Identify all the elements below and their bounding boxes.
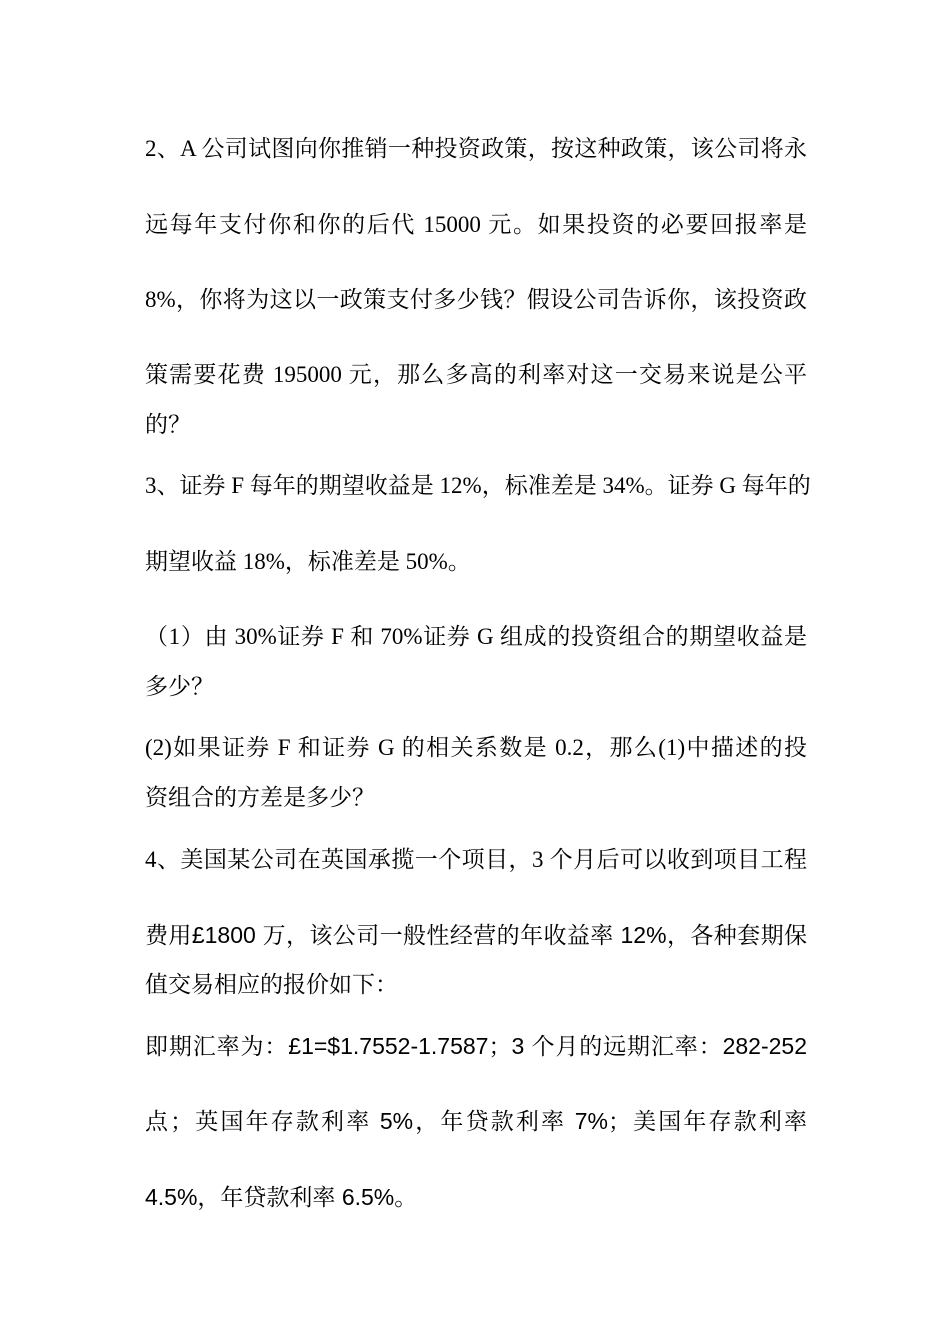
question-2-line-2: 远每年支付你和你的后代 15000 元。如果投资的必要回报率是	[145, 212, 807, 237]
question-4-line-1: 4、美国某公司在英国承揽一个项目，3 个月后可以收到项目工程	[145, 847, 807, 872]
question-2-line-3: 8%，你将为这以一政策支付多少钱？假设公司告诉你，该投资政	[145, 287, 807, 312]
question-3-line-1: 3、证券 F 每年的期望收益是 12%，标准差是 34%。证券 G 每年的	[145, 473, 811, 498]
question-3-part-1-line-2: 多少？	[145, 674, 214, 699]
interest-rate-line-1: 点；英国年存款利率 5%，年贷款利率 7%；美国年存款利率	[145, 1108, 807, 1134]
question-4-line-3: 值交易相应的报价如下：	[145, 972, 398, 997]
question-4-line-2: 费用£1800 万，该公司一般性经营的年收益率 12%，各种套期保	[145, 922, 807, 948]
question-3-line-2: 期望收益 18%，标准差是 50%。	[145, 549, 471, 574]
question-3-part-1-line-1: （1）由 30%证券 F 和 70%证券 G 组成的投资组合的期望收益是	[145, 624, 807, 649]
question-3-part-2-line-1: (2)如果证券 F 和证券 G 的相关系数是 0.2，那么(1)中描述的投	[145, 735, 807, 760]
question-2-line-4: 策需要花费 195000 元，那么多高的利率对这一交易来说是公平	[145, 362, 807, 387]
interest-rate-line-2: 4.5%，年贷款利率 6.5%。	[145, 1184, 418, 1210]
exchange-rate-line: 即期汇率为：£1=$1.7552-1.7587；3 个月的远期汇率：282-252	[145, 1033, 807, 1059]
question-2-line-5: 的？	[145, 412, 191, 437]
question-2-line-1: 2、A 公司试图向你推销一种投资政策，按这种政策，该公司将永	[145, 136, 807, 161]
question-3-part-2-line-2: 资组合的方差是多少？	[145, 785, 375, 810]
